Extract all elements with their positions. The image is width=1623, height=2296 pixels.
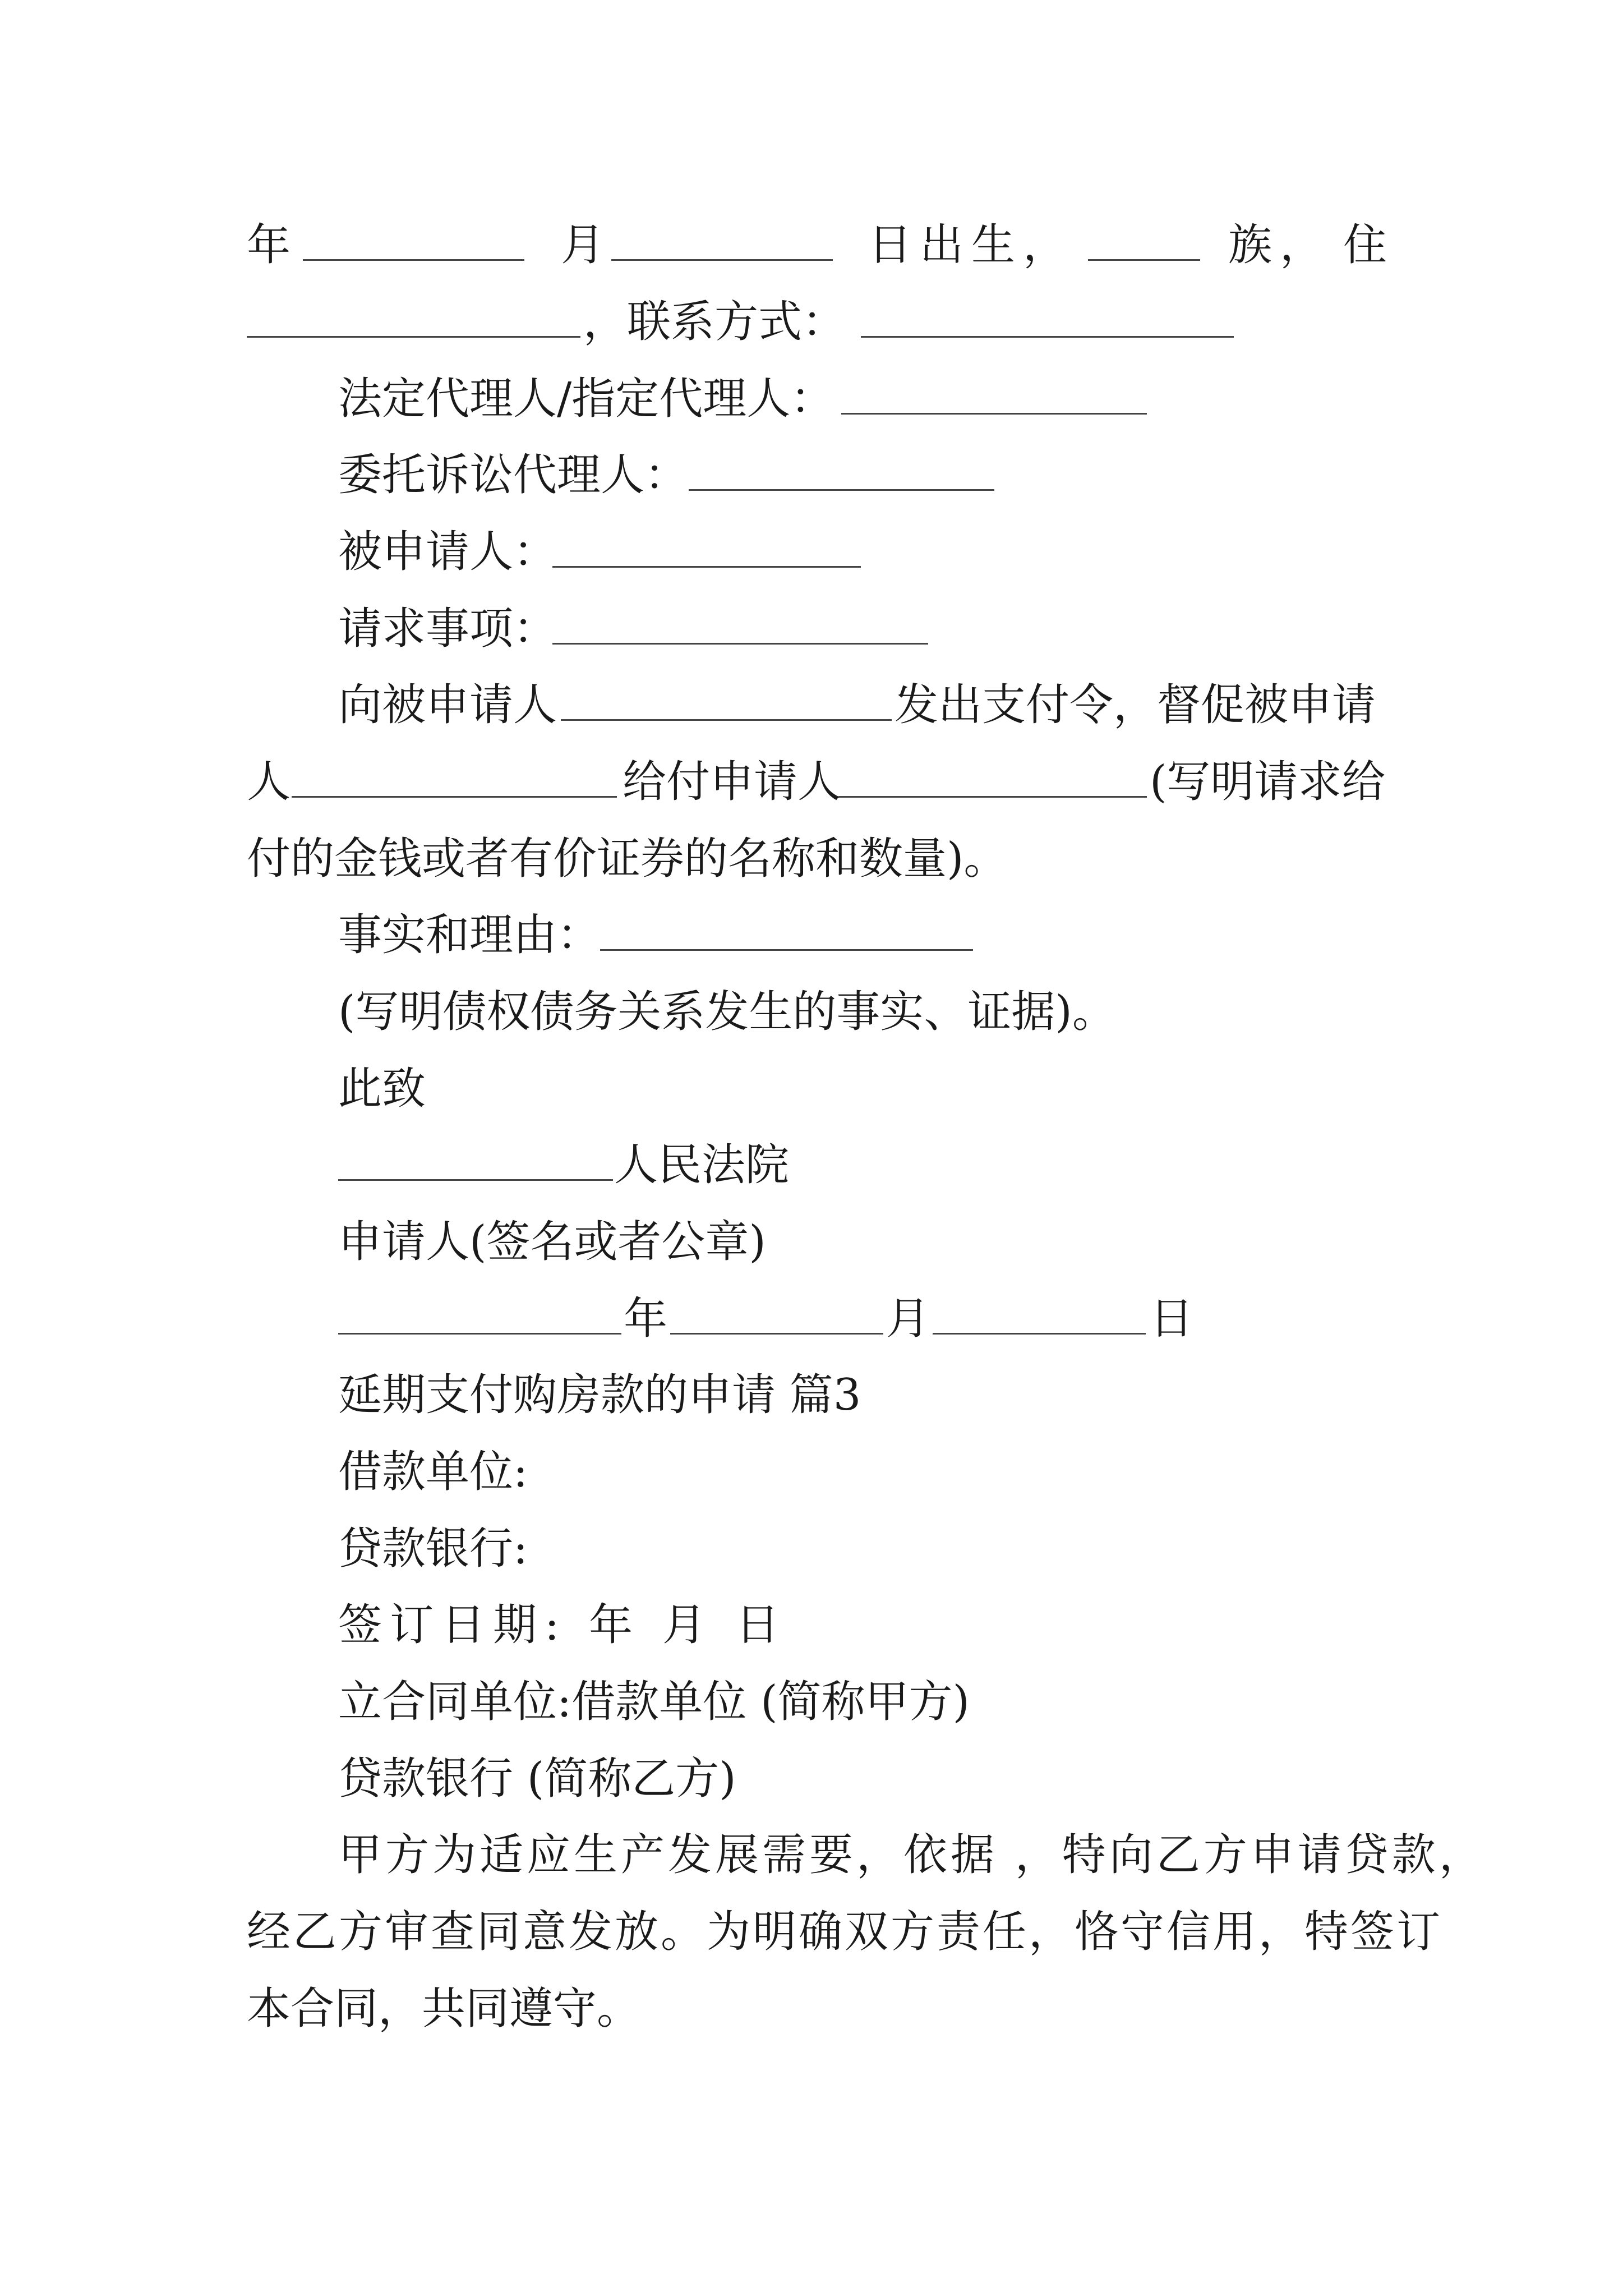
sig-day-label: 日 bbox=[1150, 1294, 1194, 1344]
respondent-label: 被申请人： bbox=[338, 527, 557, 577]
lender-line bbox=[0, 1524, 1623, 1605]
signature-date-line bbox=[0, 1294, 1623, 1375]
party-b-line bbox=[0, 1754, 1623, 1835]
sig-day-blank bbox=[933, 1333, 1146, 1335]
court-label: 人民法院 bbox=[614, 1140, 790, 1190]
applicant-signature-line bbox=[0, 1217, 1623, 1299]
salutation-line bbox=[0, 1064, 1623, 1145]
payment-order-text-e: (写明请求给 bbox=[1150, 757, 1386, 807]
claims-label: 请求事项： bbox=[338, 604, 557, 654]
payment-order-line-2 bbox=[0, 757, 1623, 839]
sig-year-label: 年 bbox=[624, 1294, 668, 1344]
borrower-label: 借款单位: bbox=[338, 1447, 528, 1497]
lender-label: 贷款银行: bbox=[338, 1524, 528, 1574]
sig-year-blank bbox=[338, 1333, 621, 1335]
body-paragraph-text-3: 本合同，共同遵守。 bbox=[247, 1984, 641, 2034]
section-title-line bbox=[0, 1370, 1623, 1452]
payment-order-text-d: 给付申请人 bbox=[623, 757, 842, 807]
payee-blank bbox=[292, 796, 617, 798]
payment-order-text-f: 付的金钱或者有价证券的名称和数量)。 bbox=[247, 834, 1008, 884]
birth-label: 日出生， bbox=[868, 220, 1075, 270]
payment-order-text-c: 人 bbox=[247, 757, 291, 807]
facts-blank bbox=[600, 949, 973, 951]
address-label: 住 bbox=[1343, 220, 1387, 270]
payment-order-text-a: 向被申请人 bbox=[338, 680, 557, 730]
contact-line bbox=[0, 297, 1623, 379]
section-title: 延期支付购房款的申请 篇3 bbox=[338, 1370, 861, 1420]
facts-line bbox=[0, 910, 1623, 992]
facts-note: (写明债权债务关系发生的事实、证据)。 bbox=[338, 987, 1116, 1037]
borrower-line bbox=[0, 1447, 1623, 1529]
litigation-agent-blank bbox=[689, 489, 994, 491]
applicant-signature-label: 申请人(签名或者公章) bbox=[338, 1217, 766, 1267]
respondent-line bbox=[0, 527, 1623, 609]
year-label: 年 bbox=[247, 220, 291, 270]
litigation-agent-label: 委托诉讼代理人： bbox=[338, 450, 689, 500]
signing-date-line bbox=[0, 1600, 1623, 1682]
legal-agent-line bbox=[0, 374, 1623, 455]
body-paragraph-text-2: 经乙方审查同意发放。为明确双方责任，恪守信用，特签订 bbox=[247, 1907, 1443, 1957]
claims-line bbox=[0, 604, 1623, 685]
legal-agent-label: 法定代理人/指定代理人： bbox=[338, 374, 834, 424]
party-a-line bbox=[0, 1677, 1623, 1759]
payment-order-text-b: 发出支付令，督促被申请 bbox=[895, 680, 1376, 730]
body-paragraph-line-3 bbox=[0, 1984, 1623, 2065]
body-paragraph-text-1: 甲方为适应生产发展需要，依据 ，特向乙方申请贷款， bbox=[338, 1830, 1486, 1880]
body-paragraph-line-1 bbox=[0, 1830, 1623, 1912]
sig-month-label: 月 bbox=[886, 1294, 930, 1344]
court-blank bbox=[338, 1179, 613, 1181]
facts-label: 事实和理由： bbox=[338, 910, 601, 960]
birth-line bbox=[0, 220, 1623, 302]
facts-note-line bbox=[0, 987, 1623, 1069]
party-a-text: 立合同单位:借款单位 (简称甲方) bbox=[338, 1677, 970, 1727]
payment-order-line-3 bbox=[0, 834, 1623, 915]
payment-order-line-1 bbox=[0, 680, 1623, 762]
address-blank bbox=[247, 336, 580, 338]
claims-blank bbox=[552, 643, 928, 645]
year-blank bbox=[303, 259, 524, 261]
contact-blank bbox=[861, 336, 1234, 338]
contact-label: ，联系方式： bbox=[583, 297, 846, 347]
signing-date-label: 签订日期: 年 月 日 bbox=[338, 1600, 787, 1650]
party-b-text: 贷款银行 (简称乙方) bbox=[338, 1754, 736, 1804]
salutation: 此致 bbox=[338, 1064, 426, 1114]
month-blank bbox=[611, 259, 833, 261]
court-line bbox=[0, 1140, 1623, 1222]
respondent-blank bbox=[552, 566, 861, 568]
ethnicity-blank bbox=[1088, 259, 1200, 261]
body-paragraph-line-2 bbox=[0, 1907, 1623, 1989]
ethnicity-label: 族， bbox=[1228, 220, 1332, 270]
respondent-name-blank bbox=[561, 719, 892, 721]
amount-blank bbox=[838, 796, 1147, 798]
litigation-agent-line bbox=[0, 450, 1623, 532]
sig-month-blank bbox=[670, 1333, 883, 1335]
month-label: 月 bbox=[561, 220, 605, 270]
legal-agent-blank bbox=[841, 413, 1147, 415]
